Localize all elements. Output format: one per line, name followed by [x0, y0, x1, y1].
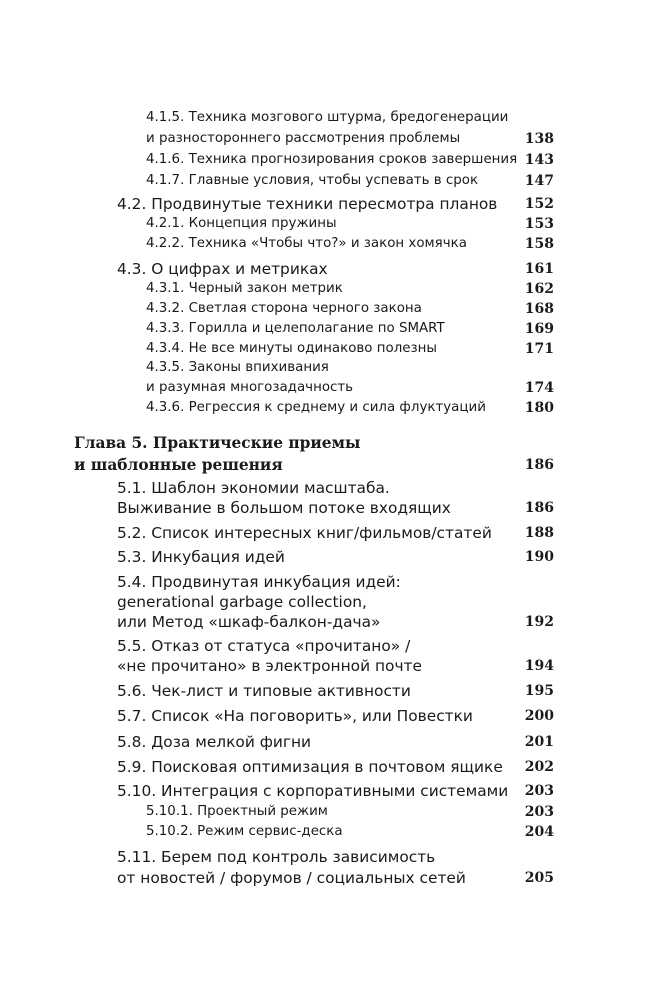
toc-page-number: 186	[524, 457, 554, 473]
toc-page-number: 174	[524, 380, 554, 396]
toc-entry-title-line: 4.3. О цифрах и метриках	[117, 260, 328, 278]
toc-entry-title-line: 4.1.7. Главные условия, чтобы успевать в срок	[146, 173, 479, 188]
toc-entry-title-line: 4.3.4. Не все минуты одинаково полезны	[146, 341, 437, 356]
toc-page-number: 152	[524, 196, 554, 212]
toc-entry-title-line: 5.1. Шаблон экономии масштаба.	[117, 479, 390, 497]
toc-entry-title-line: Выживание в большом потоке входящих	[117, 499, 451, 517]
toc-entry-title-line: 5.8. Доза мелкой фигни	[117, 733, 312, 751]
toc-page-number: 162	[524, 281, 554, 297]
toc-page-number: 202	[524, 759, 554, 775]
toc-entry-title-line: 4.2.2. Техника «Чтобы что?» и закон хомячка	[146, 236, 467, 251]
toc-entry-title-line: 5.10.2. Режим сервис-деска	[146, 824, 343, 839]
toc-entry-title-line: 4.1.6. Техника прогнозирования сроков завершения	[146, 152, 518, 167]
toc-entry-title-line: 5.10. Интеграция с корпоративными системами	[117, 782, 509, 800]
toc-entry-title-line: 4.3.2. Светлая сторона черного закона	[146, 301, 422, 316]
toc-page-number: 143	[524, 152, 554, 168]
toc-entry-title-line: 4.1.5. Техника мозгового штурма, бредогенерации	[146, 110, 509, 125]
toc-page-number: 190	[524, 549, 554, 565]
toc-page-number: 147	[524, 173, 554, 189]
toc-page-number: 203	[524, 783, 554, 799]
toc-entry-title-line: 5.4. Продвинутая инкубация идей:	[117, 573, 401, 591]
toc-entry-title-line: 5.11. Берем под контроль зависимость	[117, 848, 436, 866]
toc-entry-title-line: 5.2. Список интересных книг/фильмов/статей	[117, 524, 492, 542]
toc-entry-title-line: 5.10.1. Проектный режим	[146, 804, 328, 819]
toc-entry-title-line: 4.2. Продвинутые техники пересмотра планов	[117, 195, 498, 213]
toc-page-number: 158	[524, 236, 554, 252]
toc-chapter-title-line: Глава 5. Практические приемы	[74, 434, 361, 452]
toc-page-number: 200	[524, 708, 554, 724]
toc-entry-title-line: или Метод «шкаф-балкон-дача»	[117, 613, 381, 631]
toc-page-number: 153	[524, 216, 554, 232]
toc-page-number: 161	[524, 261, 554, 277]
toc-page-number: 138	[524, 131, 554, 147]
toc-entry-title-line: 4.3.3. Горилла и целеполагание по SMART	[146, 321, 445, 336]
toc-entry-title-line: и разностороннего рассмотрения проблемы	[146, 131, 461, 146]
toc-entry-title-line: от новостей / форумов / социальных сетей	[117, 869, 466, 887]
toc-page-number: 192	[524, 614, 554, 630]
toc-page-number: 194	[524, 658, 554, 674]
toc-entry-title-line: 5.3. Инкубация идей	[117, 548, 285, 566]
toc-entry-title-line: 5.5. Отказ от статуса «прочитано» /	[117, 637, 411, 655]
toc-page-number: 195	[524, 683, 554, 699]
toc-page-number: 188	[524, 525, 554, 541]
toc-chapter-title-line: и шаблонные решения	[74, 456, 283, 474]
toc-page-number: 204	[524, 824, 554, 840]
toc-page-number: 205	[524, 870, 554, 886]
toc-page-number: 186	[524, 500, 554, 516]
toc-page-number: 171	[524, 341, 554, 357]
toc-entry-title-line: 4.3.6. Регрессия к среднему и сила флуктуаций	[146, 400, 486, 415]
toc-entry-title-line: 4.2.1. Концепция пружины	[146, 216, 337, 231]
toc-entry-title-line: 4.3.1. Черный закон метрик	[146, 281, 343, 296]
toc-entry-title-line: generational garbage collection,	[117, 593, 367, 611]
toc-page-number: 201	[524, 734, 554, 750]
toc-entry-title-line: 4.3.5. Законы впихивания	[146, 360, 329, 375]
toc-page-number: 169	[524, 321, 554, 337]
toc-entry-title-line: 5.6. Чек-лист и типовые активности	[117, 682, 411, 700]
toc-page-number: 168	[524, 301, 554, 317]
toc-entry-title-line: 5.9. Поисковая оптимизация в почтовом ящике	[117, 758, 503, 776]
toc-entry-title-line: 5.7. Список «На поговорить», или Повестки	[117, 707, 473, 725]
toc-entry-title-line: и разумная многозадачность	[146, 380, 354, 395]
toc-page-number: 203	[524, 804, 554, 820]
toc-page-number: 180	[524, 400, 554, 416]
toc-entry-title-line: «не прочитано» в электронной почте	[117, 657, 422, 675]
